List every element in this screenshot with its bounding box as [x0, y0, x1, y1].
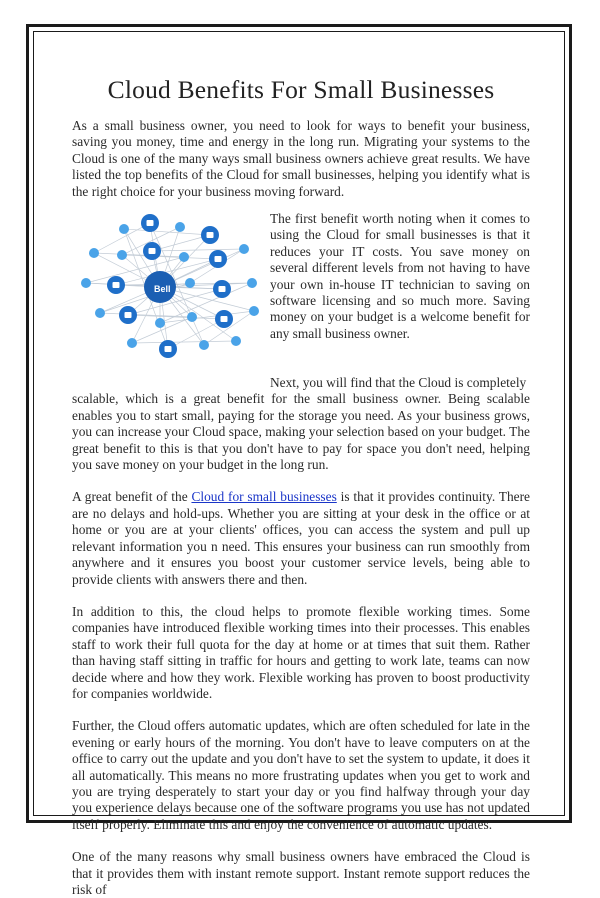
continuity-intro: A great benefit of the: [72, 489, 192, 505]
network-node-icon: [95, 308, 105, 318]
image-section: [72, 211, 530, 361]
scalable-paragraph: [72, 375, 530, 473]
device-glyph-icon: [207, 232, 214, 238]
network-node-icon: [249, 306, 259, 316]
automatic-updates-paragraph: Further, the Cloud offers automatic updates, which are often scheduled for late in the evening or early hours of the morning. You don't have to leave computers on at the office to carry out the update and you don't have to set the system to update, it does it all automatically. This means no more frustrating updates when you get to work and you are trying desperately to start your day or you find halfway through your day you experience delays because one of the software programs you use has not updated itself properly. Eliminate this and enjoy the convenience of automatic updates.: [72, 718, 530, 832]
network-node-icon: [119, 224, 129, 234]
continuity-paragraph: [72, 489, 530, 587]
network-node-icon: [187, 312, 197, 322]
device-glyph-icon: [165, 346, 172, 352]
device-glyph-icon: [149, 248, 156, 254]
network-connection: [152, 249, 244, 251]
device-glyph-icon: [147, 220, 154, 226]
cloud-network-illustration: [72, 211, 270, 361]
device-glyph-icon: [125, 312, 132, 318]
continuity-body: is that it provides continuity. There are no delays and hold-ups. Whether you are sitting at your desk in the office or at home or you are at your clients' offices, you can access the system and pull up relevant information you n need. This ensures your business can run smoothly from anywhere and it ensures you boost your customer service levels, being able to provide clients with answers there and then.: [72, 489, 530, 587]
network-node-icon: [185, 278, 195, 288]
device-glyph-icon: [221, 316, 228, 322]
remote-support-paragraph: One of the many reasons why small business owners have embraced the Cloud is that it provides them with instant remote support. Instant remote support reduces the risk of: [72, 849, 530, 897]
network-node-icon: [231, 336, 241, 346]
network-node-icon: [89, 248, 99, 258]
intro-paragraph: As a small business owner, you need to look for ways to benefit your business, saving you money, time and energy in the long run. Migrating your systems to the Cloud is one of the many ways small business owners achieve great results. We have listed the top benefits of the Cloud for small businesses, helping you identify what is the right choice for your business moving forward.: [72, 118, 530, 199]
network-node-icon: [247, 278, 257, 288]
scalable-rest: scalable, which is a great benefit for the small business owner. Being scalable enables you to start small, paying for the storage you need. As your business grows, you can increase your Cloud space, making your selection based on your budget. The great benefit to this is that you don't have to pay for space you don't need, helping you save money on your budget in the long run.: [72, 391, 530, 473]
network-node-icon: [81, 278, 91, 288]
article: [72, 74, 530, 898]
network-node-icon: [117, 250, 127, 260]
device-glyph-icon: [215, 256, 222, 262]
device-glyph-icon: [219, 286, 226, 292]
network-node-icon: [155, 318, 165, 328]
network-connection: [122, 255, 218, 259]
bell-logo: Bell: [154, 284, 171, 295]
network-node-icon: [175, 222, 185, 232]
scalable-first-line: Next, you will find that the Cloud is completely: [270, 375, 527, 391]
network-node-icon: [239, 244, 249, 254]
device-glyph-icon: [113, 282, 120, 288]
network-connection: [152, 235, 210, 251]
benefit-it-costs-paragraph: The first benefit worth noting when it comes to using the Cloud for small businesses is that it reduces your IT costs. You save money on several different levels from not having to have your own in-house IT technician to saving on software licensing and so much more. Saving money on your budget is a welcome benefit for any small business owner.: [270, 211, 530, 341]
network-connection: [132, 341, 236, 343]
network-node-icon: [199, 340, 209, 350]
flexible-working-paragraph: In addition to this, the cloud helps to promote flexible working times. Some companies have introduced flexible working times into their processes. This enables staff to work their full quota for the day at home or at times that suit them. Rather than having staff sitting in traffic for hours and getting to work late, teams can now decide where and how they work. Flexible working has proven to boost productivity for companies worldwide.: [72, 603, 530, 701]
network-node-icon: [179, 252, 189, 262]
cloud-for-small-businesses-link[interactable]: Cloud for small businesses: [191, 489, 337, 505]
network-node-icon: [127, 338, 137, 348]
page-title: Cloud Benefits For Small Businesses: [107, 75, 495, 104]
